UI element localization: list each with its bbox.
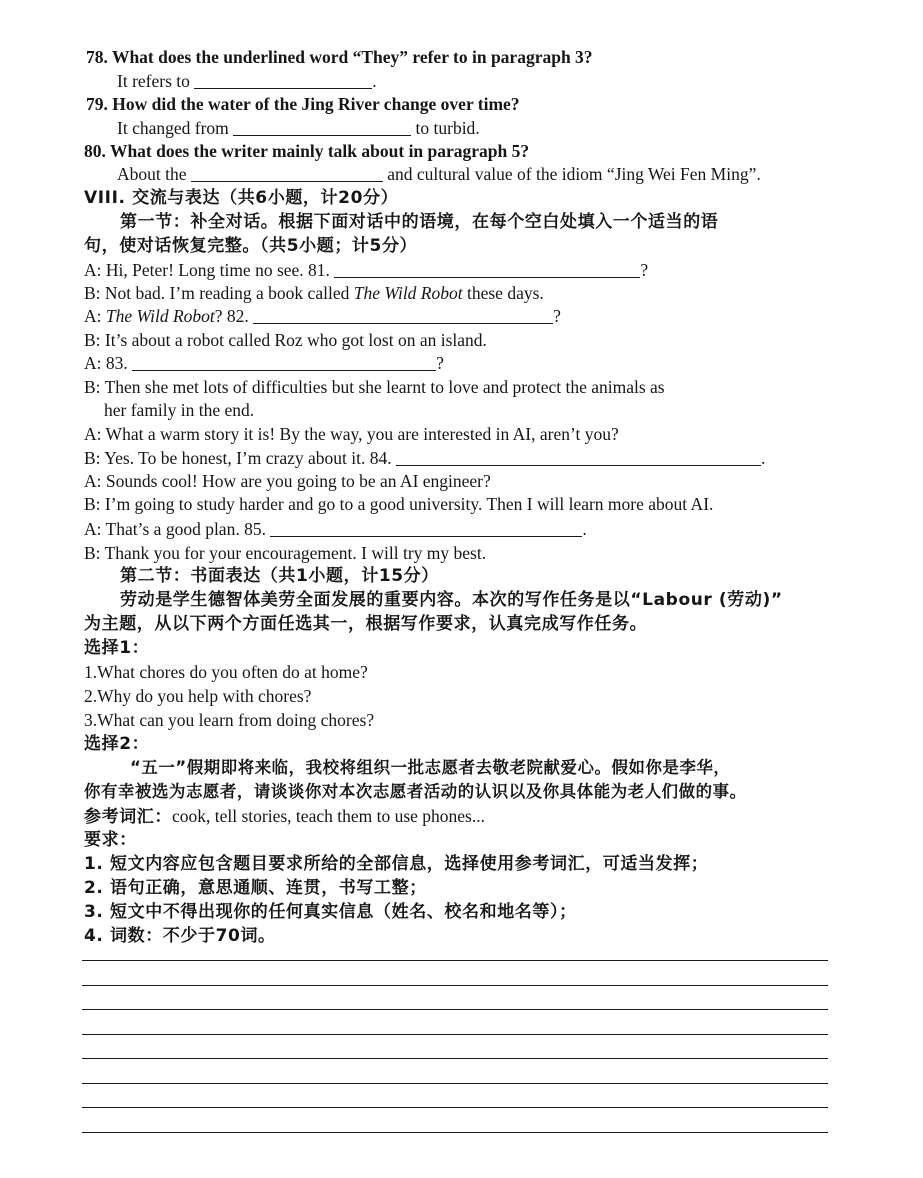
answer-blank-85[interactable]	[270, 519, 582, 537]
choice-1-item: 2.Why do you help with chores?	[84, 686, 312, 706]
dialogue-line-81	[84, 258, 648, 282]
answer-suffix: and cultural value of the idiom “Jing Wei Fen Ming”.	[387, 164, 761, 184]
dialogue-line-85	[84, 517, 587, 541]
writing-intro-line1: 劳动是学生德智体美劳全面发展的重要内容。本次的写作任务是以“Labour (劳动)”	[120, 590, 783, 610]
question-80	[84, 139, 529, 163]
dialogue-punct: .	[760, 448, 766, 468]
question-78	[86, 45, 593, 69]
answer-blank-81[interactable]	[334, 260, 640, 278]
dialogue-line-82	[84, 304, 561, 328]
dialogue-punct: .	[582, 519, 587, 539]
vocab-line	[84, 804, 485, 829]
dialogue-text: A: Hi, Peter! Long time no see. 81.	[84, 260, 330, 280]
dialogue-line: her family in the end.	[104, 400, 255, 420]
requirement-item: 4. 词数：不少于70词。	[84, 926, 276, 946]
part2-heading: 第二节：书面表达（共1小题，计15分）	[120, 566, 439, 586]
choice-1-item: 1.What chores do you often do at home?	[84, 662, 368, 682]
vocab-label: 参考词汇：	[84, 807, 172, 827]
dialogue-text: ? 82.	[214, 306, 249, 326]
writing-line[interactable]	[82, 960, 828, 961]
dialogue-text: B: Not bad. I’m reading a book called	[84, 283, 354, 303]
answer-prefix: It refers to	[117, 71, 190, 91]
question-number: 80.	[84, 141, 106, 161]
answer-blank[interactable]	[191, 164, 383, 182]
writing-intro-line2: 为主题，从以下两个方面任选其一，根据写作要求，认真完成写作任务。	[84, 614, 648, 634]
requirement-item: 1. 短文内容应包含题目要求所给的全部信息，选择使用参考词汇，可适当发挥；	[84, 854, 709, 874]
section-heading: VIII. 交流与表达（共6小题，计20分）	[84, 188, 399, 208]
choice-1-item: 3.What can you learn from doing chores?	[84, 710, 375, 730]
writing-line[interactable]	[82, 985, 828, 986]
question-number: 78.	[86, 47, 108, 67]
writing-line[interactable]	[82, 1058, 828, 1059]
writing-line[interactable]	[82, 1034, 828, 1035]
answer-blank[interactable]	[194, 71, 372, 89]
dialogue-text: these days.	[462, 283, 544, 303]
answer-79	[117, 116, 480, 140]
dialogue-text: A: 83.	[84, 353, 128, 373]
dialogue-line: B: Thank you for your encouragement. I will try my best.	[84, 543, 487, 563]
answer-80	[117, 162, 761, 186]
question-number: 79.	[86, 94, 108, 114]
answer-blank-84[interactable]	[396, 448, 761, 466]
book-title: The Wild Robot	[105, 306, 215, 326]
dialogue-line: B: It’s about a robot called Roz who got lost on an island.	[84, 330, 487, 350]
answer-prefix: It changed from	[117, 118, 229, 138]
book-title: The Wild Robot	[353, 283, 463, 303]
answer-78	[117, 69, 377, 93]
answer-suffix: .	[372, 71, 377, 91]
writing-line[interactable]	[82, 1083, 828, 1084]
answer-blank[interactable]	[233, 118, 411, 136]
question-text: What does the writer mainly talk about in paragraph 5?	[109, 141, 530, 161]
part1-instruction-line1: 第一节：补全对话。根据下面对话中的语境，在每个空白处填入一个适当的语	[120, 212, 719, 232]
dialogue-punct: ?	[553, 306, 561, 326]
requirement-item: 3. 短文中不得出现你的任何真实信息（姓名、校名和地名等）；	[84, 902, 577, 922]
dialogue-punct: ?	[436, 353, 444, 373]
dialogue-text: A: That’s a good plan. 85.	[84, 519, 266, 539]
dialogue-line: B: I’m going to study harder and go to a good university. Then I will learn more about AI.	[84, 494, 714, 514]
writing-line[interactable]	[82, 1107, 828, 1108]
question-text: What does the underlined word “They” refer to in paragraph 3?	[111, 47, 593, 67]
choice-1-label: 选择1：	[84, 638, 150, 658]
writing-line[interactable]	[82, 1009, 828, 1010]
choice-2-label: 选择2：	[84, 734, 150, 754]
dialogue-line: A: Sounds cool! How are you going to be an AI engineer?	[84, 471, 491, 491]
dialogue-line-84	[84, 446, 765, 470]
answer-blank-82[interactable]	[253, 306, 553, 324]
vocab-words: cook, tell stories, teach them to use phones...	[172, 806, 485, 826]
dialogue-line	[84, 281, 544, 305]
answer-suffix: to turbid.	[415, 118, 480, 138]
part1-instruction-line2: 句，使对话恢复完整。（共5小题；计5分）	[84, 236, 418, 256]
dialogue-punct: ?	[640, 260, 649, 280]
question-text: How did the water of the Jing River change over time?	[112, 94, 520, 114]
choice-2-line1: “五一”假期即将来临，我校将组织一批志愿者去敬老院献爱心。假如你是李华，	[130, 758, 731, 777]
choice-2-line2: 你有幸被选为志愿者，请谈谈你对本次志愿者活动的认识以及你具体能为老人们做的事。	[84, 782, 747, 801]
dialogue-line: A: What a warm story it is! By the way, you are interested in AI, aren’t you?	[84, 424, 619, 444]
writing-line[interactable]	[82, 1132, 828, 1133]
answer-blank-83[interactable]	[132, 353, 436, 371]
dialogue-text: A:	[84, 306, 106, 326]
requirements-label: 要求：	[84, 830, 137, 850]
answer-prefix: About the	[117, 164, 187, 184]
requirement-item: 2. 语句正确，意思通顺、连贯，书写工整；	[84, 878, 427, 898]
question-79	[86, 92, 520, 116]
dialogue-line: B: Then she met lots of difficulties but she learnt to love and protect the animals as	[84, 377, 665, 397]
dialogue-line-83	[84, 351, 444, 375]
dialogue-text: B: Yes. To be honest, I’m crazy about it. 84.	[84, 448, 392, 468]
